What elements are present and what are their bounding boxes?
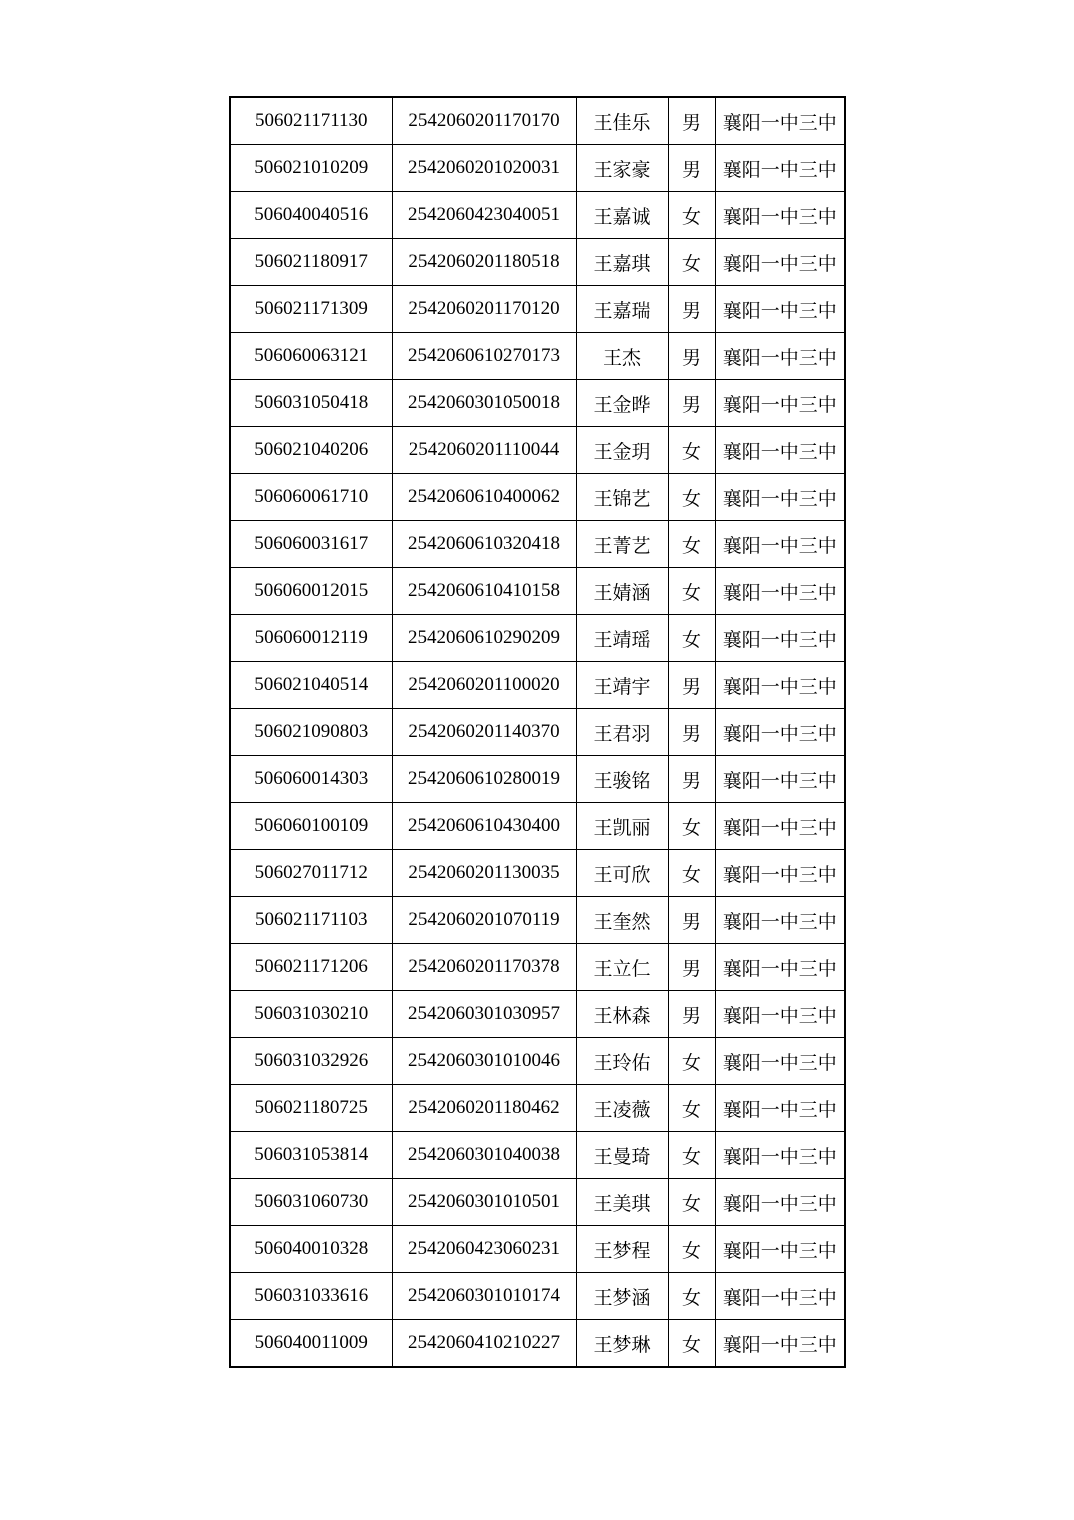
registration-id-cell: 2542060410210227	[392, 1320, 576, 1368]
exam-id-cell: 506031050418	[230, 380, 392, 427]
school-cell: 襄阳一中三中	[715, 615, 845, 662]
name-cell: 王可欣	[576, 850, 668, 897]
gender-cell: 男	[668, 662, 715, 709]
gender-cell: 女	[668, 192, 715, 239]
registration-id-cell: 2542060301010046	[392, 1038, 576, 1085]
name-cell: 王佳乐	[576, 97, 668, 145]
exam-id-cell: 506027011712	[230, 850, 392, 897]
exam-id-cell: 506021171130	[230, 97, 392, 145]
exam-id-cell: 506060031617	[230, 521, 392, 568]
gender-cell: 女	[668, 1085, 715, 1132]
name-cell: 王凯丽	[576, 803, 668, 850]
school-cell: 襄阳一中三中	[715, 1226, 845, 1273]
registration-id-cell: 2542060610400062	[392, 474, 576, 521]
exam-id-cell: 506021090803	[230, 709, 392, 756]
table-row	[230, 709, 845, 756]
gender-cell: 男	[668, 709, 715, 756]
name-cell: 王嘉瑞	[576, 286, 668, 333]
gender-cell: 女	[668, 615, 715, 662]
registration-id-cell: 2542060301040038	[392, 1132, 576, 1179]
school-cell: 襄阳一中三中	[715, 1038, 845, 1085]
name-cell: 王君羽	[576, 709, 668, 756]
table-row	[230, 944, 845, 991]
exam-id-cell: 506021040514	[230, 662, 392, 709]
school-cell: 襄阳一中三中	[715, 380, 845, 427]
gender-cell: 女	[668, 427, 715, 474]
school-cell: 襄阳一中三中	[715, 239, 845, 286]
table-row	[230, 1085, 845, 1132]
exam-id-cell: 506040011009	[230, 1320, 392, 1368]
name-cell: 王金晔	[576, 380, 668, 427]
name-cell: 王林森	[576, 991, 668, 1038]
registration-id-cell: 2542060610410158	[392, 568, 576, 615]
registration-id-cell: 2542060201140370	[392, 709, 576, 756]
table-row	[230, 192, 845, 239]
exam-id-cell: 506040010328	[230, 1226, 392, 1273]
table-row	[230, 1132, 845, 1179]
registration-id-cell: 2542060301010501	[392, 1179, 576, 1226]
table-row	[230, 286, 845, 333]
table-row	[230, 662, 845, 709]
exam-id-cell: 506031030210	[230, 991, 392, 1038]
gender-cell: 男	[668, 897, 715, 944]
school-cell: 襄阳一中三中	[715, 1320, 845, 1368]
table-row	[230, 615, 845, 662]
table-row	[230, 1226, 845, 1273]
name-cell: 王家豪	[576, 145, 668, 192]
name-cell: 王嘉琪	[576, 239, 668, 286]
school-cell: 襄阳一中三中	[715, 756, 845, 803]
gender-cell: 男	[668, 286, 715, 333]
name-cell: 王杰	[576, 333, 668, 380]
registration-id-cell: 2542060423060231	[392, 1226, 576, 1273]
table-row	[230, 145, 845, 192]
school-cell: 襄阳一中三中	[715, 897, 845, 944]
table-row	[230, 1038, 845, 1085]
registration-id-cell: 2542060610320418	[392, 521, 576, 568]
exam-id-cell: 506031060730	[230, 1179, 392, 1226]
gender-cell: 男	[668, 991, 715, 1038]
name-cell: 王梦涵	[576, 1273, 668, 1320]
gender-cell: 男	[668, 97, 715, 145]
table-row	[230, 991, 845, 1038]
table-row	[230, 1179, 845, 1226]
gender-cell: 女	[668, 521, 715, 568]
exam-id-cell: 506040040516	[230, 192, 392, 239]
gender-cell: 女	[668, 568, 715, 615]
name-cell: 王菁艺	[576, 521, 668, 568]
registration-id-cell: 2542060201170170	[392, 97, 576, 145]
school-cell: 襄阳一中三中	[715, 662, 845, 709]
school-cell: 襄阳一中三中	[715, 1085, 845, 1132]
exam-id-cell: 506021171103	[230, 897, 392, 944]
exam-id-cell: 506060100109	[230, 803, 392, 850]
table-row	[230, 850, 845, 897]
school-cell: 襄阳一中三中	[715, 850, 845, 897]
school-cell: 襄阳一中三中	[715, 474, 845, 521]
exam-id-cell: 506060012015	[230, 568, 392, 615]
gender-cell: 男	[668, 145, 715, 192]
gender-cell: 女	[668, 1038, 715, 1085]
table-row	[230, 1273, 845, 1320]
gender-cell: 男	[668, 944, 715, 991]
table-row	[230, 803, 845, 850]
student-roster-table	[229, 96, 846, 1368]
registration-id-cell: 2542060201070119	[392, 897, 576, 944]
registration-id-cell: 2542060201170120	[392, 286, 576, 333]
exam-id-cell: 506021010209	[230, 145, 392, 192]
name-cell: 王美琪	[576, 1179, 668, 1226]
school-cell: 襄阳一中三中	[715, 145, 845, 192]
gender-cell: 女	[668, 803, 715, 850]
exam-id-cell: 506021180725	[230, 1085, 392, 1132]
name-cell: 王梦程	[576, 1226, 668, 1273]
school-cell: 襄阳一中三中	[715, 991, 845, 1038]
registration-id-cell: 2542060201170378	[392, 944, 576, 991]
name-cell: 王婧涵	[576, 568, 668, 615]
exam-id-cell: 506060014303	[230, 756, 392, 803]
name-cell: 王梦琳	[576, 1320, 668, 1368]
school-cell: 襄阳一中三中	[715, 286, 845, 333]
gender-cell: 女	[668, 1132, 715, 1179]
name-cell: 王凌薇	[576, 1085, 668, 1132]
registration-id-cell: 2542060301030957	[392, 991, 576, 1038]
name-cell: 王靖瑶	[576, 615, 668, 662]
name-cell: 王曼琦	[576, 1132, 668, 1179]
table-row	[230, 380, 845, 427]
name-cell: 王玲佑	[576, 1038, 668, 1085]
gender-cell: 女	[668, 474, 715, 521]
exam-id-cell: 506031032926	[230, 1038, 392, 1085]
table-row	[230, 521, 845, 568]
gender-cell: 女	[668, 850, 715, 897]
exam-id-cell: 506060061710	[230, 474, 392, 521]
name-cell: 王金玥	[576, 427, 668, 474]
gender-cell: 女	[668, 239, 715, 286]
gender-cell: 女	[668, 1179, 715, 1226]
school-cell: 襄阳一中三中	[715, 1273, 845, 1320]
school-cell: 襄阳一中三中	[715, 521, 845, 568]
name-cell: 王骏铭	[576, 756, 668, 803]
exam-id-cell: 506021171206	[230, 944, 392, 991]
gender-cell: 女	[668, 1226, 715, 1273]
exam-id-cell: 506021040206	[230, 427, 392, 474]
table-row	[230, 239, 845, 286]
school-cell: 襄阳一中三中	[715, 192, 845, 239]
name-cell: 王奎然	[576, 897, 668, 944]
exam-id-cell: 506060012119	[230, 615, 392, 662]
gender-cell: 女	[668, 1320, 715, 1368]
registration-id-cell: 2542060610290209	[392, 615, 576, 662]
registration-id-cell: 2542060201110044	[392, 427, 576, 474]
registration-id-cell: 2542060201130035	[392, 850, 576, 897]
registration-id-cell: 2542060301010174	[392, 1273, 576, 1320]
table-row	[230, 333, 845, 380]
school-cell: 襄阳一中三中	[715, 568, 845, 615]
table-row	[230, 568, 845, 615]
table-row	[230, 756, 845, 803]
registration-id-cell: 2542060201180518	[392, 239, 576, 286]
registration-id-cell: 2542060610280019	[392, 756, 576, 803]
registration-id-cell: 2542060610270173	[392, 333, 576, 380]
registration-id-cell: 2542060201100020	[392, 662, 576, 709]
exam-id-cell: 506060063121	[230, 333, 392, 380]
roster-body	[230, 97, 845, 1367]
school-cell: 襄阳一中三中	[715, 1179, 845, 1226]
table-row	[230, 474, 845, 521]
school-cell: 襄阳一中三中	[715, 97, 845, 145]
exam-id-cell: 506021171309	[230, 286, 392, 333]
registration-id-cell: 2542060610430400	[392, 803, 576, 850]
registration-id-cell: 2542060423040051	[392, 192, 576, 239]
school-cell: 襄阳一中三中	[715, 333, 845, 380]
name-cell: 王立仁	[576, 944, 668, 991]
gender-cell: 男	[668, 756, 715, 803]
table-row	[230, 97, 845, 145]
school-cell: 襄阳一中三中	[715, 1132, 845, 1179]
gender-cell: 男	[668, 380, 715, 427]
name-cell: 王靖宇	[576, 662, 668, 709]
table-row	[230, 427, 845, 474]
name-cell: 王锦艺	[576, 474, 668, 521]
registration-id-cell: 2542060201020031	[392, 145, 576, 192]
table-row	[230, 897, 845, 944]
registration-id-cell: 2542060201180462	[392, 1085, 576, 1132]
exam-id-cell: 506031033616	[230, 1273, 392, 1320]
exam-id-cell: 506021180917	[230, 239, 392, 286]
table-row	[230, 1320, 845, 1368]
name-cell: 王嘉诚	[576, 192, 668, 239]
school-cell: 襄阳一中三中	[715, 803, 845, 850]
school-cell: 襄阳一中三中	[715, 709, 845, 756]
gender-cell: 女	[668, 1273, 715, 1320]
school-cell: 襄阳一中三中	[715, 427, 845, 474]
registration-id-cell: 2542060301050018	[392, 380, 576, 427]
gender-cell: 男	[668, 333, 715, 380]
exam-id-cell: 506031053814	[230, 1132, 392, 1179]
school-cell: 襄阳一中三中	[715, 944, 845, 991]
